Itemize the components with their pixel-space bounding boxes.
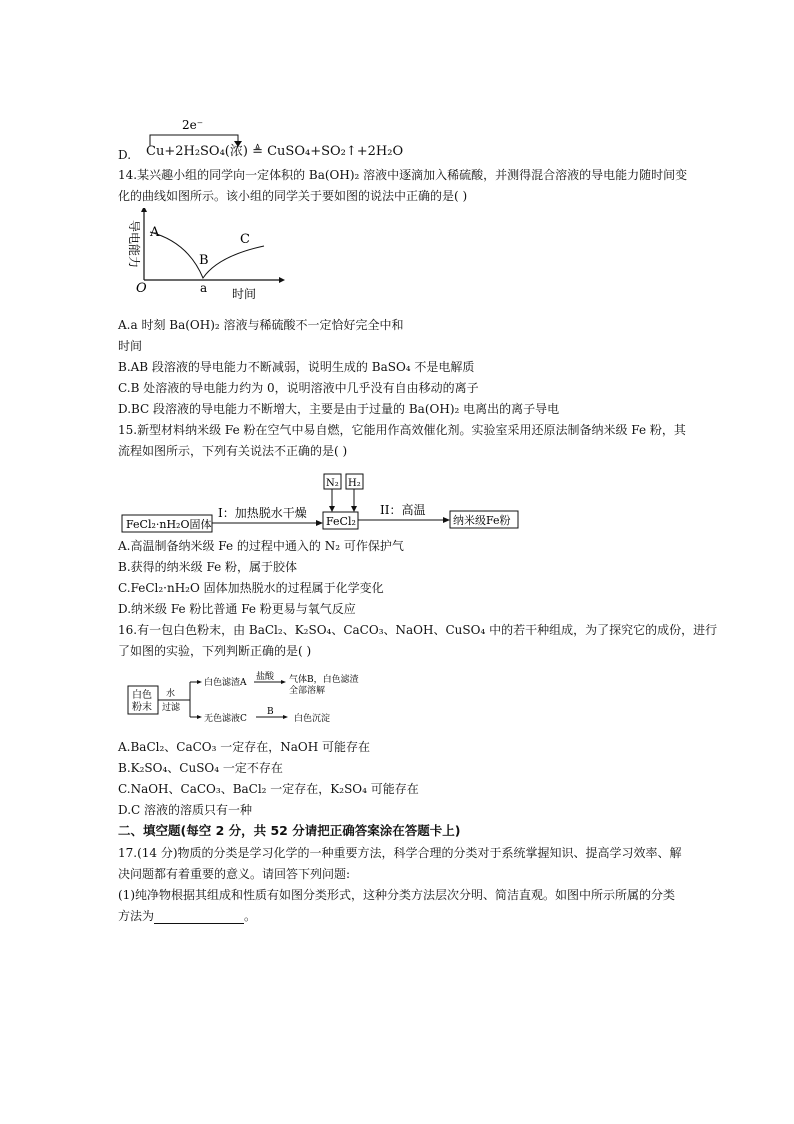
q15-stem-line1: 15.新型材料纳米级 Fe 粉在空气中易自燃，它能用作高效催化剂。实验室采用还原法制备纳米级 Fe 粉，其 [118,423,686,437]
q14-option-b: B.AB 段溶液的导电能力不断减弱，说明生成的 BaSO₄ 不是电解质 [118,360,475,374]
q17-stem-line1: 17.(14 分)物质的分类是学习化学的一种重要方法，科学合理的分类对于系统掌握知识、提高学习效率、解 [118,846,682,860]
section-2-title: 二、填空题(每空 2 分，共 52 分请把正确答案涂在答题卡上) [118,823,461,838]
q14-option-a-line2: 时间 [118,339,143,353]
q16-stem-line1: 16.有一包白色粉末，由 BaCl₂、K₂SO₄、CaCO₃、NaOH、CuSO₄ 中的若干种组成，为了探究它的成份，进行 [118,623,718,637]
white-precipitate: 白色沉淀 [294,714,331,724]
point-c-label: C [240,232,250,247]
q13-option-d [118,118,438,160]
origin-label: O [136,281,147,296]
q15-stem-line2: 流程如图所示，下列有关说法不正确的是( ) [118,444,348,458]
flow-gas-h2: H₂ [348,478,361,489]
point-a-label: A [150,225,160,240]
flow-box-start: FeCl₂·nH₂O固体 [126,518,212,531]
q14-option-d: D.BC 段溶液的导电能力不断增大，主要是由于过量的 Ba(OH)₂ 电离出的离子导电 [118,402,560,416]
electron-transfer-label: 2e⁻ [182,118,204,132]
q17-sub1-prefix: 方法为 [118,909,155,923]
reagent-acid: 盐酸 [256,672,275,682]
flow-gas-n2: N₂ [326,478,339,489]
option-d-label: D. [118,148,132,162]
flow-step-2: II：高温 [380,503,426,517]
q14-option-a-line1: A.a 时刻 Ba(OH)₂ 溶液与稀硫酸不一定恰好完全中和 [118,318,404,332]
q15-option-b: B.获得的纳米级 Fe 粉，属于胶体 [118,560,298,574]
q17-sub1-line2 [118,908,256,924]
flow-box-fecl2: FeCl₂ [326,515,356,528]
q17-sub1-suffix: 。 [244,909,257,923]
q14-stem-line2: 化的曲线如图所示。该小组的同学关于要如图的说法中正确的是( ) [118,189,468,203]
q16-option-c: C.NaOH、CaCO₃、BaCl₂ 一定存在，K₂SO₄ 可能存在 [118,782,419,796]
answer-blank[interactable] [154,911,244,924]
result-gas-b: 气体B，白色滤渣 [289,675,359,685]
reagent-b: B [267,707,274,717]
colorless-filtrate-c: 无色滤液C [204,714,247,724]
q14-stem-line1: 14.某兴趣小组的同学向一定体积的 Ba(OH)₂ 溶液中逐滴加入稀硫酸，并测得混合溶液的导电能力随时间变 [118,168,688,182]
op-water: 水 [166,689,176,699]
x-axis-label: 时间 [232,287,257,301]
start-label-2: 粉末 [132,702,152,713]
q15-option-a: A.高温制备纳米级 Fe 的过程中通入的 N₂ 可作保护气 [118,539,404,553]
tick-a-label: a [200,281,208,295]
point-b-label: B [199,253,209,268]
fe-powder-flowchart [118,466,538,536]
q16-option-b: B.K₂SO₄、CuSO₄ 一定不存在 [118,761,283,775]
q17-stem-line2: 决问题都有着重要的意义。请回答下列问题: [118,867,351,881]
q17-sub1-line1: (1)纯净物根据其组成和性质有如图分类形式，这种分类方法层次分明、简洁直观。如图中所示所属的分类 [118,888,676,902]
q15-option-d: D.纳米级 Fe 粉比普通 Fe 粉更易与氧气反应 [118,602,356,616]
y-axis-label: 导电能力 [127,220,141,269]
op-filter: 过滤 [162,703,181,713]
flow-box-end: 纳米级Fe粉 [453,514,511,527]
q16-stem-line2: 了如图的实验，下列判断正确的是( ) [118,644,312,658]
conductivity-graph [118,208,288,308]
q15-option-c: C.FeCl₂·nH₂O 固体加热脱水的过程属于化学变化 [118,581,384,595]
q16-option-a: A.BaCl₂、CaCO₃ 一定存在，NaOH 可能存在 [118,740,371,754]
result-dissolved: 全部溶解 [289,686,326,696]
flow-step-1: I：加热脱水干燥 [218,506,307,520]
q16-option-d: D.C 溶液的溶质只有一种 [118,803,253,817]
white-residue-a: 白色滤渣A [204,678,247,688]
start-label-1: 白色 [132,690,152,701]
powder-experiment-flowchart [124,670,404,730]
q14-option-c: C.B 处溶液的导电能力约为 0，说明溶液中几乎没有自由移动的离子 [118,381,479,395]
equation-text: Cu+2H₂SO₄(浓) ≜ CuSO₄+SO₂↑+2H₂O [146,144,404,159]
